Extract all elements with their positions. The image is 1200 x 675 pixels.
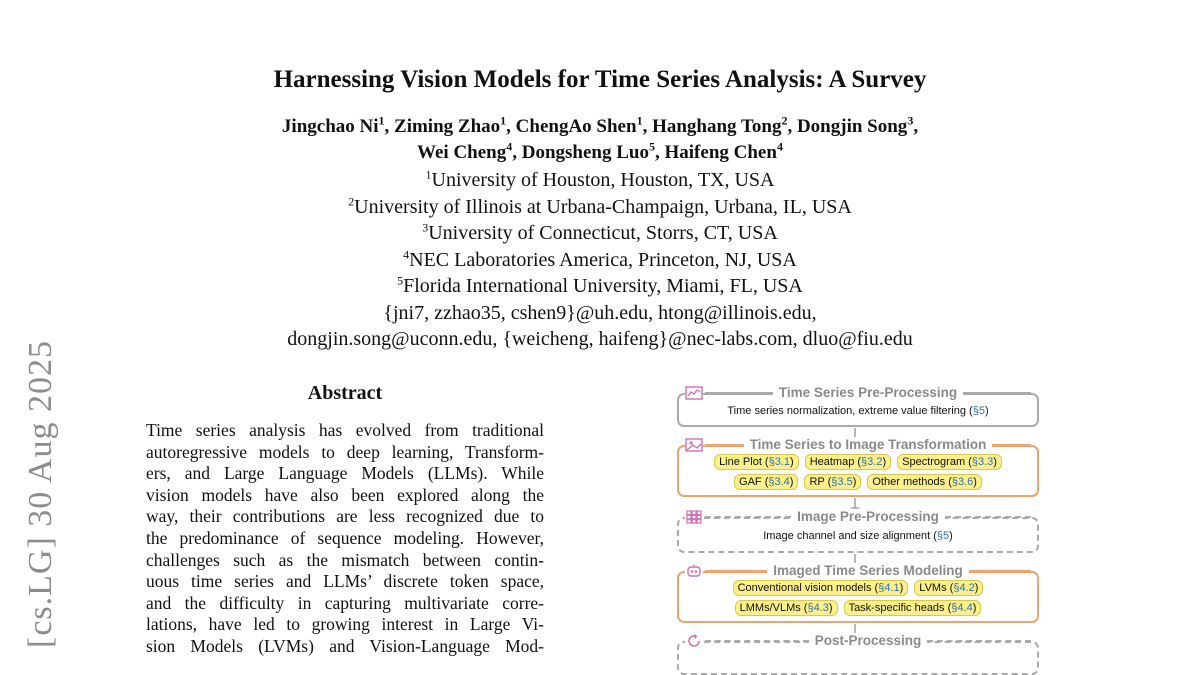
author: Dongjin Song$^3$, — [796, 113, 919, 137]
stage-title: Time Series to Image Transformation — [744, 437, 993, 452]
email-line: {jni7, zzhao35, cshen9}@uh.edu, htong@illinois.edu, — [383, 301, 817, 324]
author: Ziming Zhao$^1$, — [394, 113, 516, 137]
abstract-line: ers, and Large Language Models (LLMs). While — [146, 463, 544, 484]
method-chip: Line Plot (§3.1) — [714, 454, 799, 470]
affiliation: $^4$NEC Laboratories America, Princeton, NJ, USA — [403, 246, 797, 271]
author-list — [0, 114, 1200, 166]
method-row — [679, 454, 1037, 470]
affiliation: $^3$University of Connecticut, Storrs, CT, USA — [422, 220, 778, 244]
stage-image-preprocessing — [677, 509, 1039, 553]
abstract-line: sion Models (LVMs) and Vision-Language Mod- — [146, 635, 544, 656]
abstract-line: way, their contributions are less recognized due to — [146, 506, 544, 527]
author-line-1 — [0, 114, 1200, 140]
cycle-icon — [685, 634, 703, 648]
affiliation-list — [0, 167, 1200, 353]
stage-desc: Time series normalization, extreme value filtering (§5) — [727, 405, 989, 417]
stage-postprocessing — [677, 633, 1039, 675]
method-chip: Spectrogram (§3.3) — [897, 454, 1002, 470]
stage-modeling — [677, 563, 1039, 623]
stage-title: Imaged Time Series Modeling — [767, 563, 969, 578]
pipeline-figure — [673, 383, 1039, 648]
flow-arrow — [854, 498, 856, 508]
stage-title: Image Pre-Processing — [791, 509, 945, 524]
method-chip: RP (§3.5) — [804, 474, 861, 490]
author: Hanghang Tong$^2$, — [652, 113, 797, 137]
abstract-line: vision models have also been explored along the — [146, 484, 544, 505]
paper-title: Harnessing Vision Models for Time Series Analysis: A Survey — [273, 66, 927, 93]
image-icon — [685, 438, 703, 452]
stage-desc: Image channel and size alignment (§5) — [763, 530, 953, 542]
abstract-line: Time series analysis has evolved from traditional — [146, 420, 544, 440]
author: Dongsheng Luo$^5$, — [521, 139, 665, 163]
method-chip: Other methods (§3.6) — [867, 474, 982, 490]
abstract-body — [146, 420, 544, 658]
chart-icon — [685, 386, 703, 400]
abstract-line: the predominance of sequence modeling. However, — [146, 527, 544, 548]
abstract-heading: Abstract — [307, 382, 383, 404]
affiliation: $^5$Florida International University, Miami, FL, USA — [397, 273, 803, 297]
affiliation: $^2$University of Illinois at Urbana-Champaign, Urbana, IL, USA — [348, 193, 852, 218]
method-chip: Conventional vision models (§4.1) — [733, 580, 909, 596]
email-line: dongjin.song@uconn.edu, {weicheng, haifeng}@nec-labs.com, dluo@fiu.edu — [287, 328, 913, 350]
stage-ts-to-image — [677, 437, 1039, 497]
abstract-line: uous time series and LLMs’ discrete token space, — [146, 571, 544, 592]
method-chip: LVMs (§4.2) — [914, 580, 983, 596]
abstract-line: autoregressive models to deep learning, Transform- — [146, 441, 544, 462]
author: Haifeng Chen$^4$ — [664, 139, 783, 163]
affiliation: $^1$University of Houston, Houston, TX, USA — [425, 167, 775, 191]
author: ChengAo Shen$^1$, — [515, 113, 653, 137]
method-row — [679, 580, 1037, 596]
stage-title: Time Series Pre-Processing — [773, 385, 963, 400]
method-chip: Heatmap (§3.2) — [805, 454, 891, 470]
method-chip: GAF (§3.4) — [734, 474, 798, 490]
author: Jingchao Ni$^1$, — [281, 113, 395, 137]
method-row — [679, 600, 1037, 616]
abstract-line: lations, have led to growing interest in Large Vi- — [146, 614, 544, 635]
author-line-2 — [0, 140, 1200, 166]
grid-icon — [685, 510, 703, 524]
abstract-line: challenges such as the mismatch between contin- — [146, 549, 544, 570]
abstract-line: and the difficulty in capturing multivariate corre- — [146, 592, 544, 613]
arxiv-stamp: [cs.LG] 30 Aug 2025 — [22, 340, 59, 648]
robot-icon — [685, 564, 703, 578]
author: Wei Cheng$^4$, — [417, 139, 522, 163]
method-chip: LMMs/VLMs (§4.3) — [735, 600, 838, 616]
method-row — [679, 474, 1037, 490]
stage-preprocessing — [677, 385, 1039, 427]
stage-title: Post-Processing — [809, 633, 928, 648]
method-chip: Task-specific heads (§4.4) — [844, 600, 982, 616]
